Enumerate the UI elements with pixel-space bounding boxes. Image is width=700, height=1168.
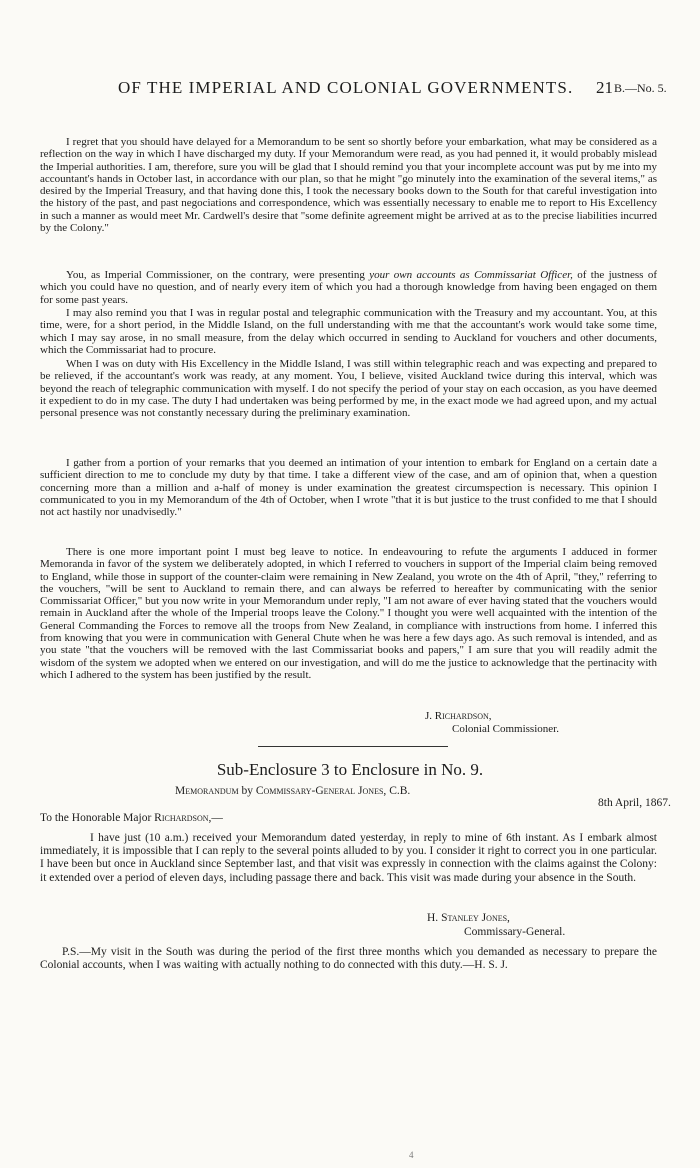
running-title: OF THE IMPERIAL AND COLONIAL GOVERNMENTS. (118, 78, 574, 97)
running-header (0, 78, 700, 100)
signature-surname: Richardson, (434, 710, 492, 722)
memo-signature-name (427, 912, 510, 924)
memorandum-date: 8th April, 1867. (598, 797, 671, 809)
memorandum-line (175, 785, 410, 797)
sub-enclosure-heading: Sub-Enclosure 3 to Enclosure in No. 9. (216, 760, 484, 779)
footer-mark: 4 (409, 1150, 414, 1160)
letter-signature-title: Colonial Commissioner. (452, 723, 559, 735)
paper-reference: B.—No. 5. (614, 81, 667, 95)
letter-paragraph-5: I gather from a portion of your remarks that you deemed an intimation of your intention to embark for England on a certain date a sufficient direction to me to conclude my duty by that time. I take a different view of the case, and am of opinion that, when a question concerning more than a million and a-half of money is under examination the greatest circumspection is necessary. This opinion I communicated to you in my Memorandum of the 4th of October, when I wrote "that it is but justice to the trust confided to me that I should not act hastily nor unadvisedly." (40, 457, 657, 519)
memorandum-word: Memorandum (175, 785, 239, 797)
memorandum-author: Commissary-General Jones, (255, 785, 387, 797)
salutation (40, 812, 223, 824)
memo-signature-initial: H. (427, 912, 442, 924)
salutation-suffix: — (211, 812, 223, 824)
salutation-prefix: To the Honorable Major (40, 812, 155, 824)
letter-signature-name (425, 710, 492, 722)
salutation-name: Richardson, (154, 812, 212, 824)
letter-paragraph-6: There is one more important point I must beg leave to notice. In endeavouring to refute the arguments I adduced in former Memoranda in favor of the system we deliberately adopted, in which I referred to vouchers in support of the Imperial claim being removed to England, while those in support of the counter-claim were remaining in New Zealand, you wrote on the 4th of April, "they," referring to the vouchers, "will be sent to Auckland to remain there, and can always be referred to hereafter by communicating with the senior Commissariat Officer," but you now write in your Memorandum under reply, "I am not aware of ever having stated that the vouchers would remain in Auckland after the whole of the Imperial troops leave the Colony." I thought you were well acquainted with the intention of the General Commanding the Forces to remove all the troops from New Zealand, in compliance with instructions from home. I inferred this from knowing that you were in communication with General Chute when he was here a few days ago. As such removal is intended, and as you state "that the vouchers will be removed with the last Commissariat books and papers," I am sure that you will readily admit the wisdom of the system we adopted when we entered on our investigation, and will do me the justice to acknowledge that the pertinacity with which I adhered to the system has been justified by the result. (40, 546, 657, 681)
memorandum-by: by (238, 785, 256, 797)
memo-signature-title: Commissary-General. (464, 926, 566, 938)
memo-signature-surname: Stanley Jones, (441, 912, 510, 924)
letter-paragraph-4: When I was on duty with His Excellency in the Middle Island, I was still within telegraphic reach and was expecting and prepared to be relieved, if the accountant's work was ready, at any moment. You, I believe, visited Auckland twice during this interval, which was beyond the reach of telegraphic communication with myself. I do not specify the period of your stay on each occasion, as you have deemed it expedient to do in my case. The duty I had undertaken was being performed by me, in the exact mode we had agreed upon, and my actual personal presence was not constantly necessary during the preliminary examination. (40, 358, 657, 420)
paragraph-2-emphasis: your own accounts as Commissariat Officer, (369, 269, 573, 281)
memorandum-body: I have just (10 a.m.) received your Memorandum dated yesterday, in reply to mine of 6th instant. As I embark almost immediately, it is impossible that I can reply to the several points alluded to by you. I consider it right to correct you in one particular. I have been but once in Auckland since September last, and that visit was expressly in connection with the claims against the Colony: it extended over a period of eleven days, including passage there and back. This visit was made during your absence in the South. (40, 832, 657, 884)
postscript: P.S.—My visit in the South was during the period of the first three months which you demanded as necessary to prepare the Colonial accounts, when I was waiting with actually nothing to do connected with this duty.—H. S. J. (40, 946, 657, 972)
section-divider (258, 746, 448, 747)
signature-initial: J. (425, 710, 435, 722)
page-number: 21 (596, 78, 613, 97)
letter-paragraph-2 (40, 269, 657, 306)
letter-paragraph-1: I regret that you should have delayed for a Memorandum to be sent so shortly before your embarkation, what may be considered as a reflection on the way in which I have discharged my duty. If your Memorandum were read, as you had penned it, it would probably mislead the Imperial authorities. I am, therefore, sure you will be glad that I should remind you that your incomplete account was put by me into my accountant's hands in October last, in accordance with our plan, so that he might "go minutely into the examination of the several items," as desired by the Imperial Treasury, and that having done this, I took the necessary books down to the South for that careful investigation into the history of the past, and past negociations and correspondence, which was essentially necessary to enable me to report to His Excellency in such a manner as would meet Mr. Cardwell's desire that "some definite agreement might be arrived at as to the precise liabilities incurred by the Colony." (40, 136, 657, 235)
memorandum-suffix: C.B. (386, 785, 411, 797)
paragraph-2-start: You, as Imperial Commissioner, on the contrary, were presenting (66, 269, 370, 281)
letter-paragraph-3: I may also remind you that I was in regular postal and telegraphic communication with the Treasury and my accountant. You, at this time, were, for a short period, in the Middle Island, on the full understanding with me that the accountant's work would take some time, which I may say arose, in no small measure, from the delay which occurred in sending to Auckland for vouchers and other documents, which the Commissariat had to procure. (40, 307, 657, 356)
paragraph-2-end: of the justness of which you could have no question, and of nearly every item of which you had a thorough knowledge from having been engaged on them for some past years. (40, 269, 657, 306)
